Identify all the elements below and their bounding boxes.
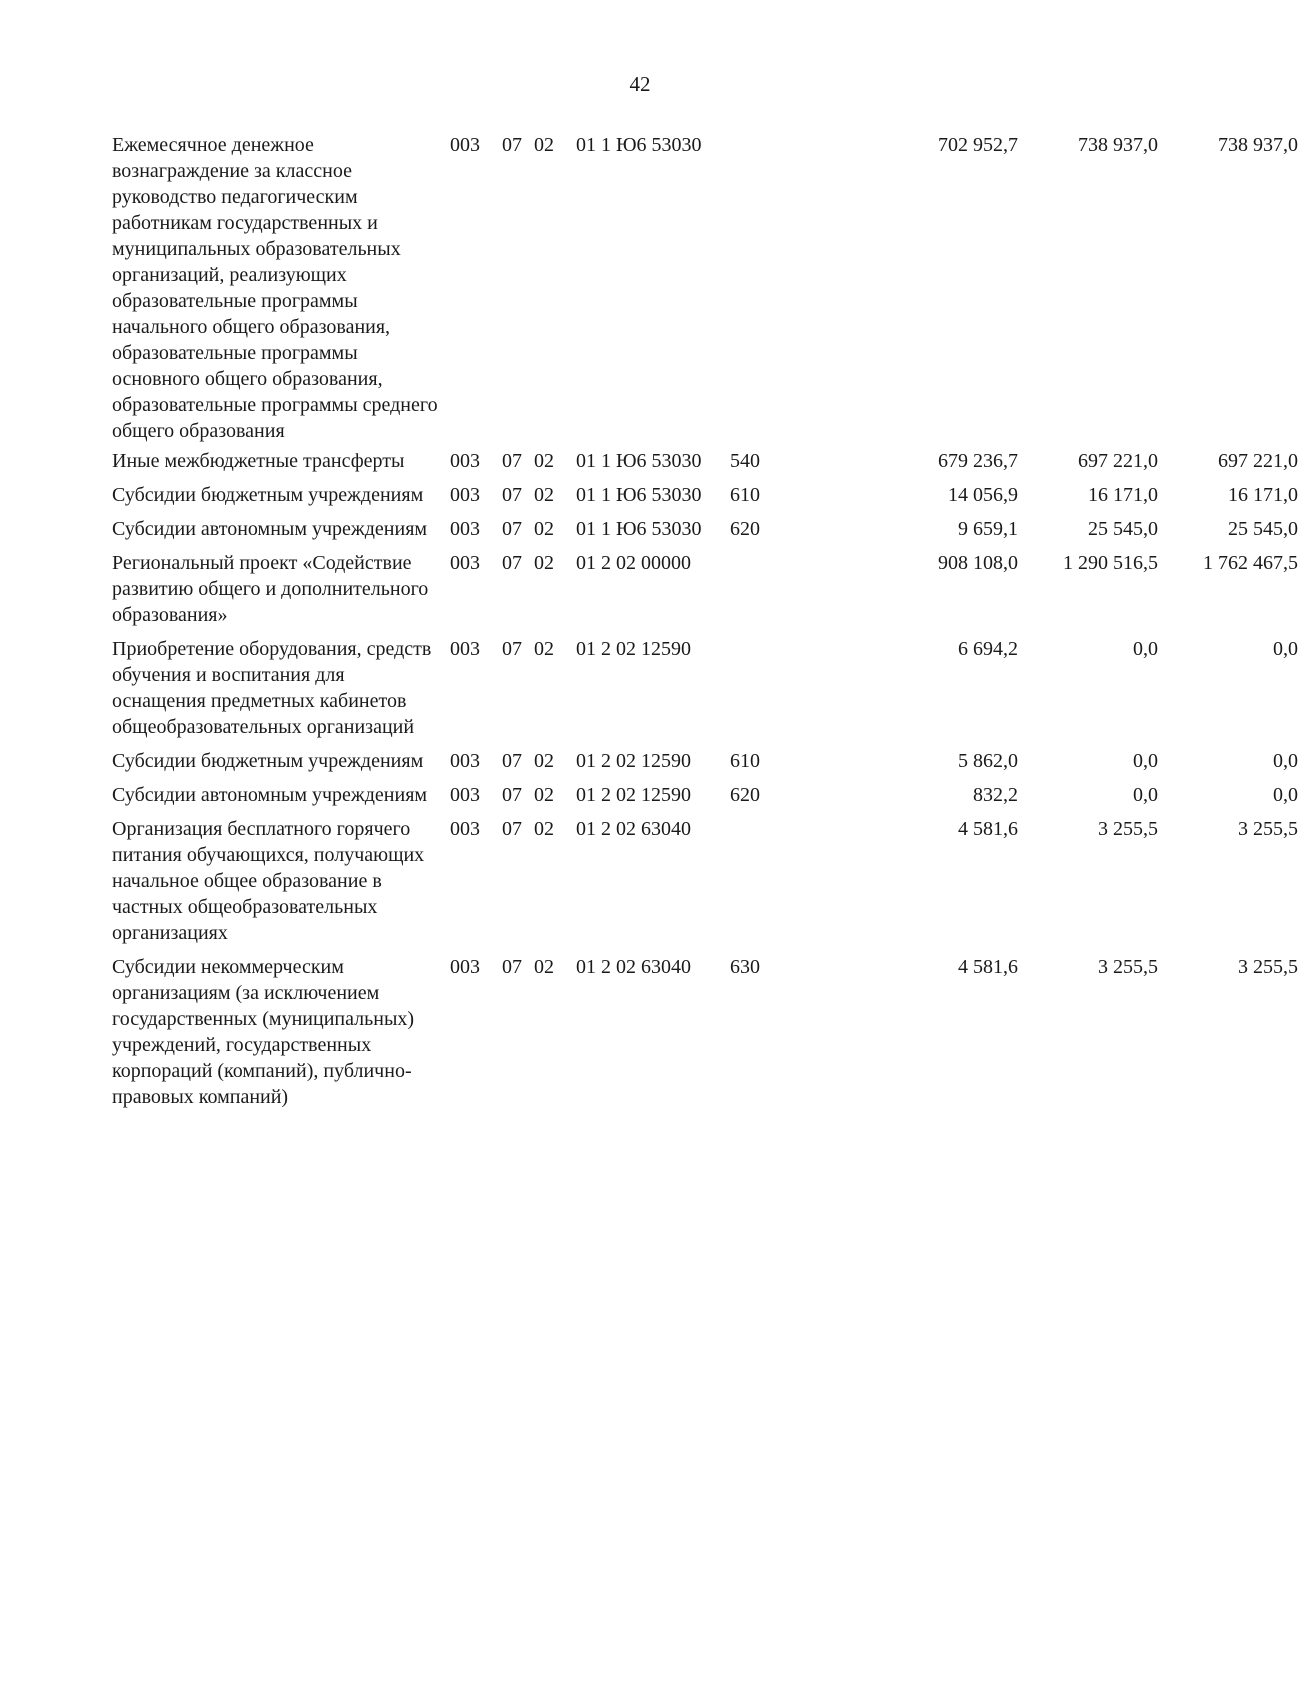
row-expense-type: 610 [730,484,760,506]
row-target-code: 01 1 Ю6 53030 [576,134,702,156]
row-name: Субсидии автономным учреждениям [112,784,428,806]
row-value-1: 908 108,0 [938,552,1018,574]
row-section: 07 [502,956,522,978]
row-value-3: 16 171,0 [1228,484,1298,506]
row-value-2: 738 937,0 [1078,134,1158,156]
row-subsection: 02 [534,484,554,506]
row-name: Организация бесплатного горячего питания обучающихся, получающих начальное общее образование в частных общеобразовательных организациях [112,818,425,944]
row-subsection: 02 [534,956,554,978]
row-expense-type: 620 [730,784,760,806]
row-value-2: 3 255,5 [1098,818,1158,840]
row-name: Ежемесячное денежное вознаграждение за классное руководство педагогическим работникам государственных и муниципальных образовательных организаций, реализующих образовательные программы начального общего образования, образовательные программы основного общего образования, образовательные программы среднего общего образования [112,134,438,442]
row-value-3: 3 255,5 [1238,818,1298,840]
row-subsection: 02 [534,552,554,574]
row-section: 07 [502,784,522,806]
row-name: Субсидии некоммерческим организациям (за исключением государственных (муниципальных) учреждений, государственных корпораций (компаний), публично-правовых компаний) [112,956,415,1108]
row-target-code: 01 1 Ю6 53030 [576,518,702,540]
row-admin-code: 003 [450,638,480,660]
row-value-3: 738 937,0 [1218,134,1298,156]
table-row [112,636,1298,740]
row-target-code: 01 1 Ю6 53030 [576,450,702,472]
row-section: 07 [502,134,522,156]
row-subsection: 02 [534,134,554,156]
row-value-2: 0,0 [1133,784,1158,806]
table-row [112,550,1298,628]
row-admin-code: 003 [450,818,480,840]
row-value-2: 3 255,5 [1098,956,1158,978]
row-expense-type: 610 [730,750,760,772]
table-row [112,132,1298,444]
row-value-3: 0,0 [1273,750,1298,772]
row-value-3: 1 762 467,5 [1203,552,1298,574]
row-target-code: 01 2 02 12590 [576,750,691,772]
row-value-1: 5 862,0 [958,750,1018,772]
budget-table [112,132,1298,1118]
row-value-3: 697 221,0 [1218,450,1298,472]
row-value-1: 14 056,9 [948,484,1018,506]
row-name: Субсидии автономным учреждениям [112,518,428,540]
row-value-1: 4 581,6 [958,956,1018,978]
row-section: 07 [502,450,522,472]
row-target-code: 01 2 02 00000 [576,552,691,574]
row-expense-type: 630 [730,956,760,978]
row-admin-code: 003 [450,450,480,472]
row-expense-type: 540 [730,450,760,472]
row-subsection: 02 [534,450,554,472]
row-value-3: 3 255,5 [1238,956,1298,978]
row-subsection: 02 [534,518,554,540]
row-section: 07 [502,638,522,660]
row-value-3: 0,0 [1273,784,1298,806]
row-target-code: 01 2 02 12590 [576,784,691,806]
table-row [112,482,1298,508]
row-value-2: 25 545,0 [1088,518,1158,540]
row-target-code: 01 2 02 12590 [576,638,691,660]
table-row [112,448,1298,474]
row-admin-code: 003 [450,956,480,978]
row-value-2: 0,0 [1133,638,1158,660]
table-row [112,748,1298,774]
row-value-1: 679 236,7 [938,450,1018,472]
row-value-1: 4 581,6 [958,818,1018,840]
row-admin-code: 003 [450,518,480,540]
row-admin-code: 003 [450,484,480,506]
row-value-3: 25 545,0 [1228,518,1298,540]
row-value-1: 702 952,7 [938,134,1018,156]
table-row [112,516,1298,542]
row-value-1: 6 694,2 [958,638,1018,660]
row-admin-code: 003 [450,552,480,574]
table-row [112,816,1298,946]
row-value-1: 832,2 [973,784,1018,806]
row-admin-code: 003 [450,784,480,806]
row-name: Региональный проект «Содействие развитию общего и дополнительного образования» [112,552,429,626]
row-admin-code: 003 [450,750,480,772]
row-section: 07 [502,552,522,574]
row-target-code: 01 1 Ю6 53030 [576,484,702,506]
row-admin-code: 003 [450,134,480,156]
row-value-2: 697 221,0 [1078,450,1158,472]
row-subsection: 02 [534,750,554,772]
row-subsection: 02 [534,784,554,806]
row-value-2: 16 171,0 [1088,484,1158,506]
row-subsection: 02 [534,638,554,660]
row-section: 07 [502,484,522,506]
row-section: 07 [502,818,522,840]
row-section: 07 [502,750,522,772]
row-value-3: 0,0 [1273,638,1298,660]
row-target-code: 01 2 02 63040 [576,956,691,978]
row-name: Субсидии бюджетным учреждениям [112,750,424,772]
row-value-1: 9 659,1 [958,518,1018,540]
table-row [112,954,1298,1110]
row-target-code: 01 2 02 63040 [576,818,691,840]
row-name: Приобретение оборудования, средств обучения и воспитания для оснащения предметных кабинетов общеобразовательных организаций [112,638,432,738]
page-number: 42 [629,72,651,96]
table-row [112,782,1298,808]
row-subsection: 02 [534,818,554,840]
row-value-2: 1 290 516,5 [1063,552,1158,574]
row-section: 07 [502,518,522,540]
row-expense-type: 620 [730,518,760,540]
row-name: Иные межбюджетные трансферты [112,450,405,472]
row-value-2: 0,0 [1133,750,1158,772]
row-name: Субсидии бюджетным учреждениям [112,484,424,506]
